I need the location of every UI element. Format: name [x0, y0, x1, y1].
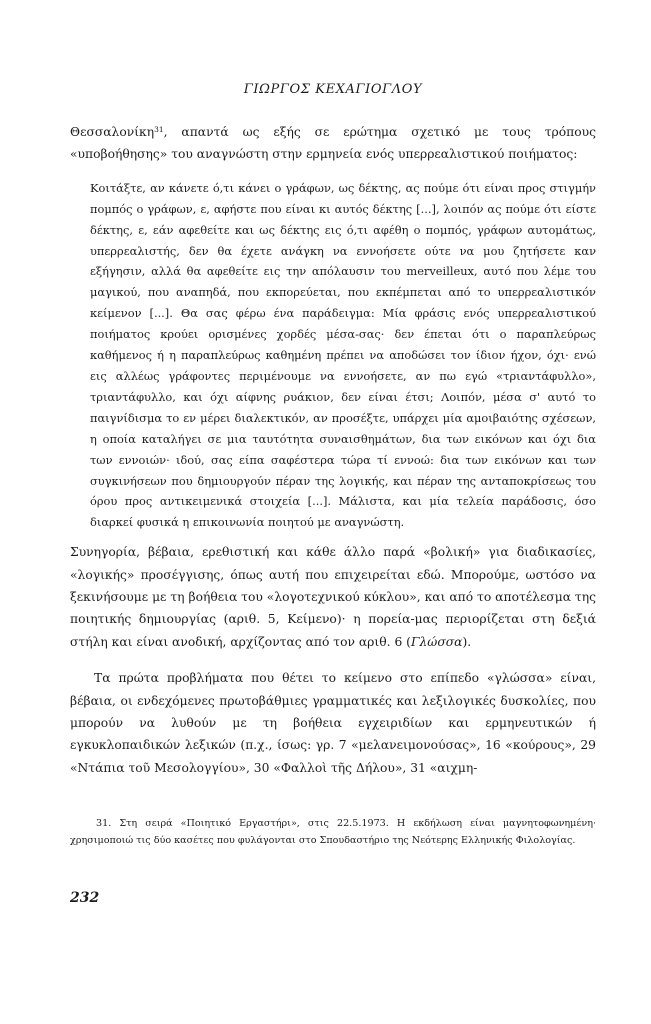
commentary-text-after: ).: [462, 634, 472, 649]
language-paragraph: Τα πρώτα προβλήματα που θέτει το κείμενο στο επίπεδο «γλώσσα» είναι, βέβαια, οι ενδεχόμενες πρωτοβάθμιες γραμματικές και λεξιλογικές δυσκολίες, που μπορούν να λυθούν με τη βοήθεια εγχειριδίων και ερμηνευτικών ή εγκυκλοπαιδικών λεξικών (π.χ., ίσως: γρ. 7 «μελανειμονούσας», 16 «κούρους», 29 «Ντάπια τοῦ Μεσολογγίου», 30 «Φαλλοὶ τῆς Δήλου», 31 «αιχμη-: [70, 671, 596, 775]
running-header: ΓΙΩΡΓΟΣ ΚΕΧΑΓΙΟΓΛΟΥ: [243, 82, 423, 97]
commentary-text-before: Συνηγορία, βέβαια, ερεθιστική και κάθε άλλο παρά «βολική» για διαδικασίες, «λογικής» προσέγγισης, όπως αυτή που επιχειρείται εδώ. Μπορούμε, ωστόσο να ξεκινήσουμε με τη βοήθεια του «λογοτεχνικού κύκλου», και από το αποτέλεσμα της ποιητικής δημιουργίας (αριθ. 5, Κείμενο)· η πορεία-μας περιορίζεται στη δεξιά στήλη και είναι ανοδική, αρχίζοντας από τον αριθ. 6 (: [70, 545, 596, 649]
intro-paragraph: [70, 121, 596, 166]
commentary-italic-term: Γλώσσα: [410, 634, 463, 649]
intro-text-before: Θεσσαλονίκη: [70, 125, 155, 139]
book-page: [70, 70, 596, 859]
intro-text-after: , απαντά ως εξής σε ερώτημα σχετικό με τους τρόπους «υποβοήθησης» του αναγνώστη στην ερμηνεία ενός υπερρεαλιστικού ποιήματος:: [70, 125, 596, 162]
block-quote: Κοιτάξτε, αν κάνετε ό,τι κάνει ο γράφων, ως δέκτης, ας πούμε ότι είναι προς στιγμήν πομπός ο γράφων, ε, αφήστε που είναι κι αυτός δέκτης [...], λοιπόν ας πούμε ότι είστε δέκτης, ε, εάν αφεθείτε και ως δέκτης εις ό,τι αφέθη ο πομπός, γράφων αυτομάτως, υπερρεαλιστής, δεν θα έχετε ανάγκη να εννοήσετε ούτε να μου ζητήσετε καν εξήγησιν, αλλά θα αφεθείτε εις την απόλαυσιν του merveilleux, αυτό που λέμε του μαγικού, που αναπηδά, που εκπορεύεται, που εκπέμπεται από το υπερρεαλιστικόν κείμενον [...]. Θα σας φέρω ένα παράδειγμα: Μία φράσις ενός υπερρεαλιστικού ποιήματος κρούει ορισμένες χορδές μέσα-σας· δεν έπεται ότι ο παραπλεύρως καθήμενος ή η παραπλεύρως καθημένη πρέπει να αποδώσει τον ίδιον ήχον, όχι· ενώ εις αλλέως γράφοντες περιμένουμε να εννοήσετε, αν πω εγώ «τριαντάφυλλο», τριαντάφυλλο, και όχι αίφνης ρυάκιον, δεν είναι έτσι; Λοιπόν, μέσα σ' αυτό το παιγνίδισμα το εν μέρει διαλεκτικόν, αν προσέξτε, υπάρχει μία αμοιβαιότης σχέσεων, η οποία καταλήγει σε μια ταυτότητα συναισθημάτων, δια των εικόνων και όχι δια των εννοιών· ιδού, σας είπα σαφέστερα τώρα τί εννοώ: δια των εικόνων και των συγκινήσεων που δημιουργούν πέραν της λογικής, και πέραν της ανταποκρίσεως του όρου προς αντικειμενικά στοιχεία [...]. Μάλιστα, και μία τελεία παράδοσις, όσο διαρκεί φυσικά η επικοινωνία ποιητού με αναγνώστη.: [90, 180, 596, 530]
footnote-reference: 31: [154, 125, 164, 134]
page-number: 232: [70, 890, 100, 906]
commentary-paragraph: [70, 541, 596, 653]
footnote: 31. Στη σειρά «Ποιητικό Εργαστήρι», στις 22.5.1973. Η εκδήλωση είναι μαγνητοφωνημένη· χρησιμοποιώ τις δύο κασέτες που φυλάγονται στο Σπουδαστήριο της Νεότερης Ελληνικής Φιλολογίας.: [70, 818, 596, 847]
